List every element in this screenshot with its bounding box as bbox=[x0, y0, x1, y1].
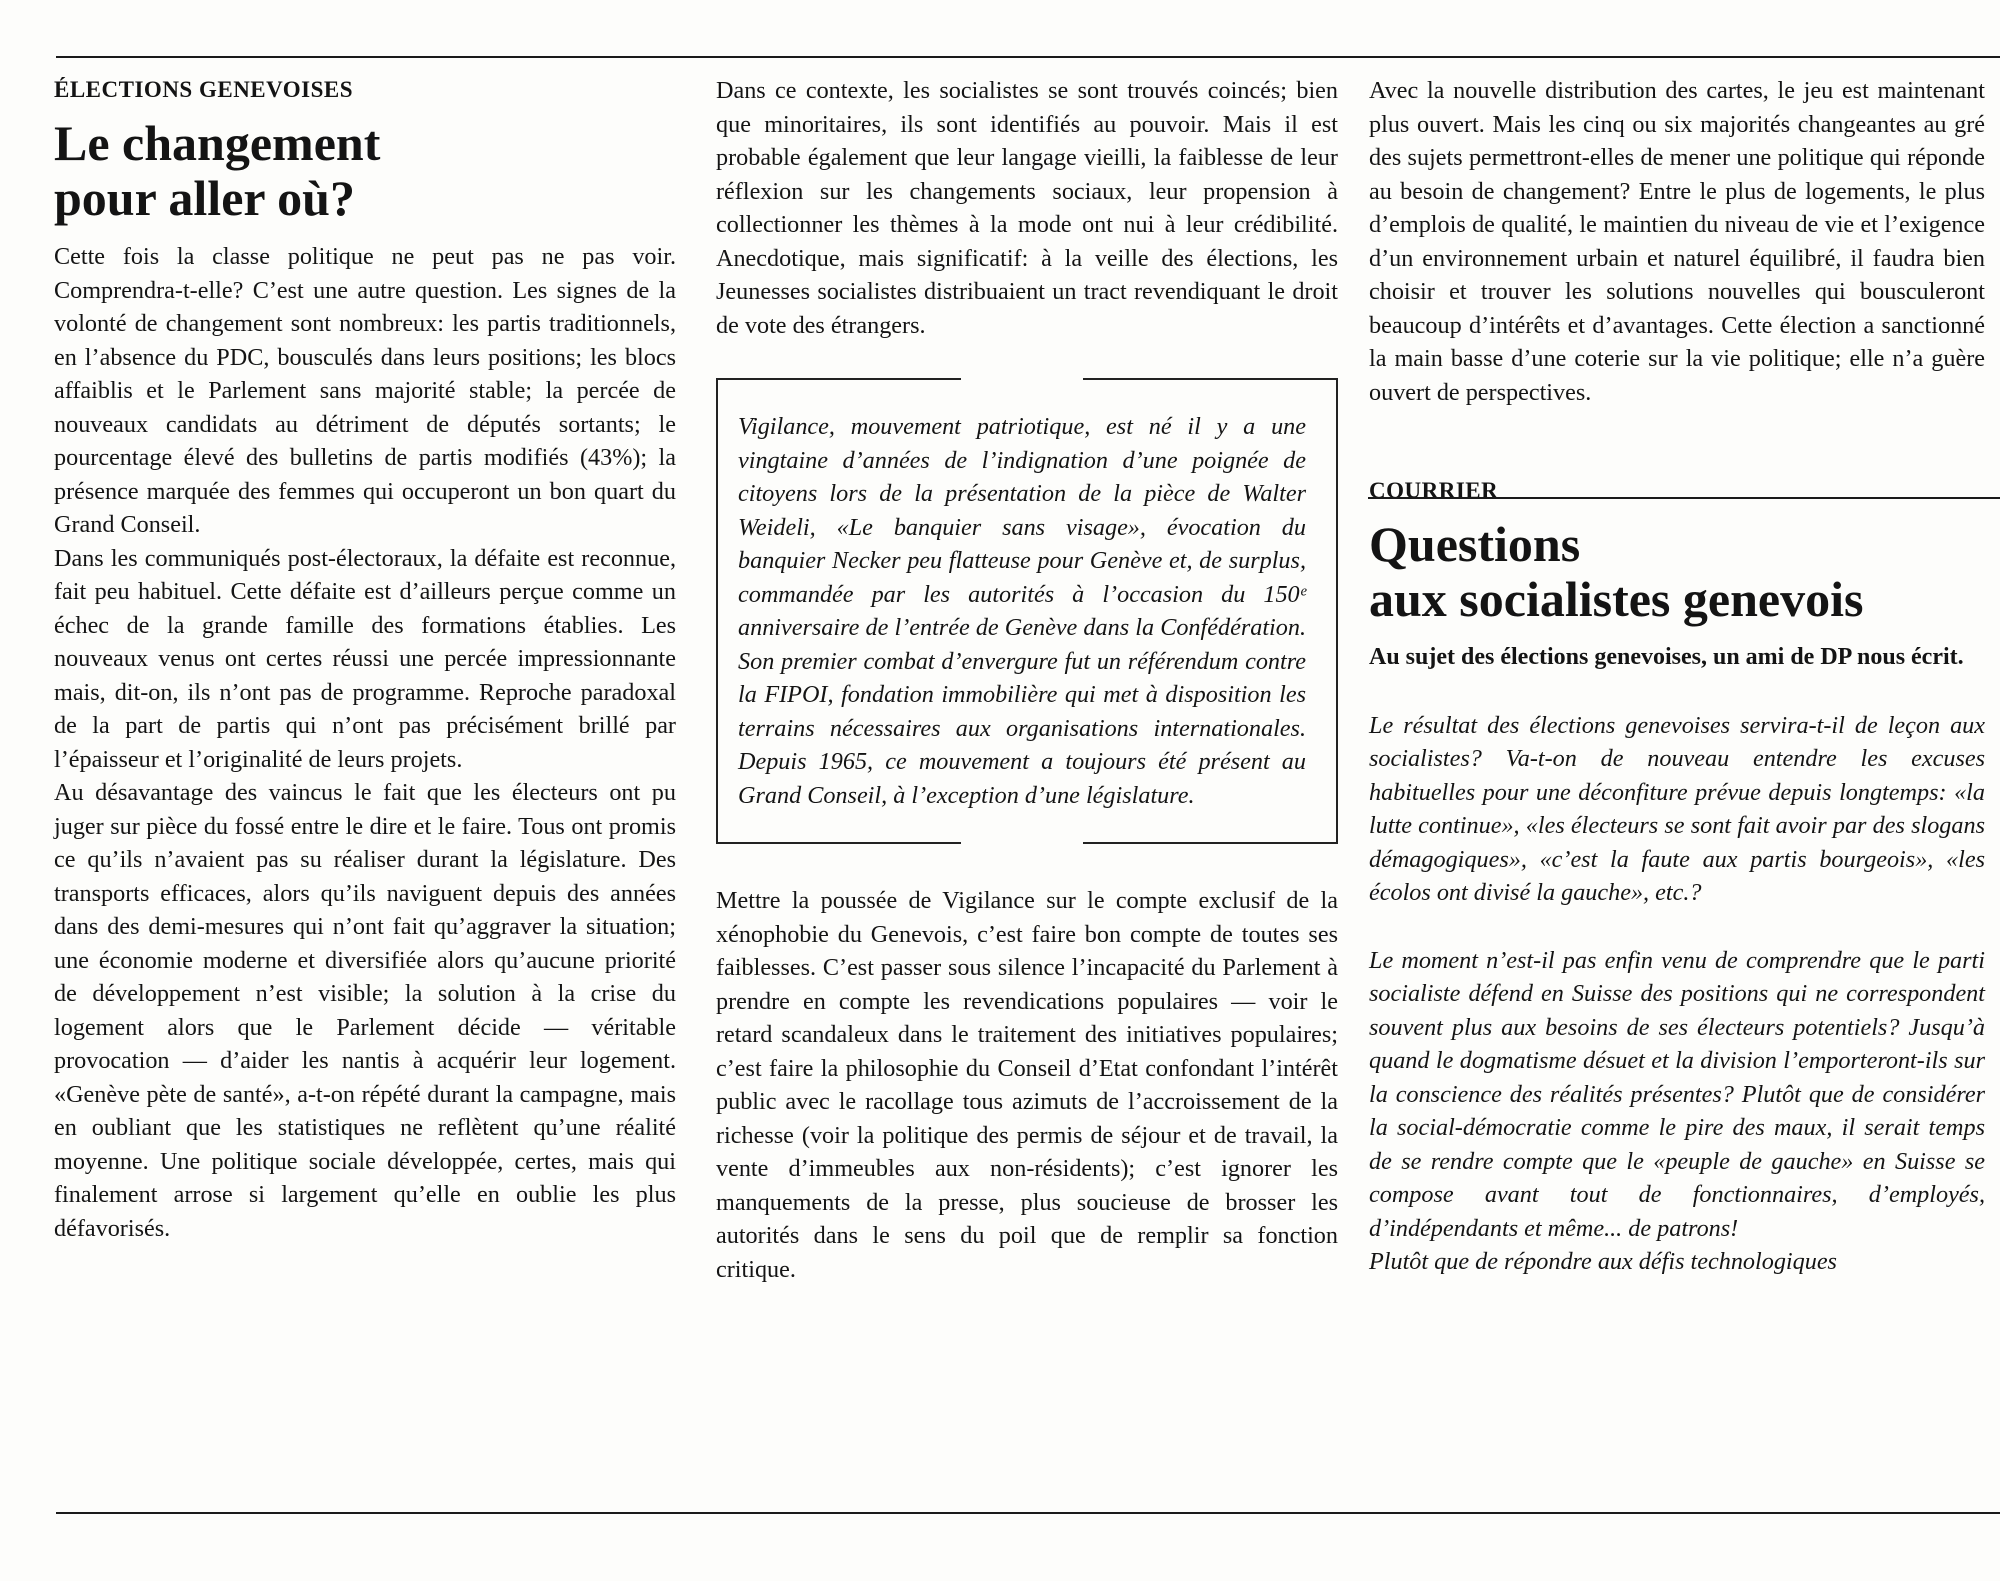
box-text: Vigilance, mouvement patriotique, est né il y a une vingtaine d’années de l’indignation d’une poignée de citoyens lors de la présentation de la pièce de Walter Weideli, «Le banquier sans visage», évocation du banquier Necker peu flatteuse pour Genève et, de surplus, commandée par les autorités à l’occasion du 150ᵉ anniversaire de l’entrée de Genève dans la Confédération. Son premier combat d’envergure fut un référendum contre la FIPOI, fondation immobilière qui met à disposition les terrains nécessaires aux organisations internationales. Depuis 1965, ce mouvement a toujours été présent au Grand Conseil, à l’exception d’une législature. bbox=[738, 413, 1306, 809]
article-headline bbox=[54, 116, 676, 226]
headline-line-2: pour aller où? bbox=[54, 170, 355, 226]
body-paragraph: Cette fois la classe politique ne peut pas ne pas voir. Comprendra-t-elle? C’est une autre question. Les signes de la volonté de changement sont nombreux: les partis traditionnels, en l’absence du PDC, bousculés dans leurs positions; les blocs affaiblis et le Parlement sans majorité stable; la percée de nouveaux candidats au détriment de députés sortants; le pourcentage élevé des bulletins de partis modifiés (43%); la présence marquée des femmes qui occuperont un bon quart du Grand Conseil. bbox=[54, 243, 676, 538]
body-paragraph: Mettre la poussée de Vigilance sur le compte exclusif de la xénophobie du Genevois, c’est faire bon compte de toutes ses faiblesses. C’est passer sous silence l’incapacité du Parlement à prendre en compte les revendications populaires — voir le retard scandaleux dans le traitement des initiatives populaires; c’est faire la philosophie du Conseil d’Etat confondant l’intérêt public avec le racollage tous azimuts de l’accroissement de la richesse (voir la politique des permis de séjour et de travail, la vente d’immeubles aux non-résidents); c’est ignorer les manquements de la presse, plus soucieuse de brosser les autorités dans le sens du poil que de remplir sa fonction critique. bbox=[716, 887, 1338, 1283]
courrier-headline bbox=[1369, 517, 1985, 627]
column-2 bbox=[716, 74, 1338, 1286]
bottom-rule bbox=[56, 1512, 2000, 1514]
body-paragraph: Dans ce contexte, les socialistes se sont trouvés coincés; bien que minoritaires, ils sont identifiés au pouvoir. Mais il est probable également que leur langage vieilli, la faiblesse de leur réflexion sur les changements sociaux, leur propension à collectionner les thèmes à la mode ont nui à leur crédibilité. Anecdotique, mais significatif: à la veille des élections, les Jeunesses socialistes distribuaient un tract revendiquant le droit de vote des étrangers. bbox=[716, 77, 1338, 339]
article-kicker: ÉLECTIONS GENEVOISES bbox=[54, 77, 354, 102]
sidebar-box-vigilance bbox=[716, 378, 1338, 844]
courrier-lede: Au sujet des élections genevoises, un ami de DP nous écrit. bbox=[1369, 644, 1964, 670]
body-paragraph: Dans les communiqués post-électoraux, la défaite est reconnue, fait peu habituel. Cette défaite est d’ailleurs perçue comme un échec de la grande famille des formations établies. Les nouveaux venus ont certes réussi une percée impressionnante mais, dit-on, ils n’ont pas de programme. Reproche paradoxal de la part de partis qui n’ont pas précisément brillé par l’épaisseur et l’originalité de leurs projets. bbox=[54, 544, 676, 773]
column-3 bbox=[1369, 74, 1985, 1279]
courrier-section bbox=[1369, 475, 1985, 1279]
headline-line-1: Le changement bbox=[54, 115, 381, 171]
top-rule bbox=[56, 56, 2000, 58]
box-frame-gap bbox=[961, 840, 1083, 846]
section-divider-rule bbox=[1368, 497, 2000, 499]
body-paragraph: Avec la nouvelle distribution des cartes, le jeu est maintenant plus ouvert. Mais les cinq ou six majorités changeantes au gré des sujets permettront-elles de mener une politique qui réponde au besoin de changement? Entre le plus de logements, le plus d’emplois de qualité, le maintien du niveau de vie et l’exigence d’un environnement urbain et naturel équilibré, il faudra bien choisir et trouver les solutions nouvelles qui bousculeront beaucoup d’intérêts et d’avantages. Cette élection a sanctionné la main basse d’une coterie sur la vie politique; elle n’a guère ouvert de perspectives. bbox=[1369, 77, 1985, 406]
letter-paragraph: Le moment n’est-il pas enfin venu de comprendre que le parti socialiste défend en Suisse des positions qui ne correspondent souvent plus aux besoins de ses électeurs potentiels? Jusqu’à quand le dogmatisme désuet et la division l’emporteront-ils sur la conscience des réalités présentes? Plutôt que de considérer la social-démocratie comme le pire des maux, il serait temps de se rendre compte que le «peuple de gauche» en Suisse se compose avant tout de fonctionnaires, d’employés, d’indépendants et même... de patrons! bbox=[1369, 946, 1985, 1242]
letter-paragraph: Le résultat des élections genevoises servira-t-il de leçon aux socialistes? Va-t-on de nouveau entendre les excuses habituelles pour une déconfiture prévue depuis longtemps: «la lutte continue», «les électeurs se sont fait avoir par des slogans démagogiques», «c’est la faute aux partis bourgeois», «les écolos ont divisé la gauche», etc.? bbox=[1369, 711, 1985, 906]
column-1 bbox=[54, 74, 676, 1245]
body-paragraph: Au désavantage des vaincus le fait que les électeurs ont pu juger sur pièce du fossé entre le dire et le faire. Tous ont promis ce qu’ils n’avaient pas su réaliser durant la législature. Des transports efficaces, alors qu’ils naviguent depuis des années dans des demi-mesures qui n’ont fait qu’aggraver la situation; une économie moderne et diversifiée alors qu’aucune priorité de développement n’est visible; la solution à la crise du logement alors que le Parlement décide — véritable provocation — d’aider les nantis à acquérir leur logement. «Genève pète de santé», a-t-on répété durant la campagne, mais en oubliant que les statistiques ne reflètent qu’une réalité moyenne. Une politique sociale développée, certes, mais qui finalement arrose si largement qu’elle en oublie les plus défavorisés. bbox=[54, 779, 676, 1242]
courrier-kicker: COURRIER bbox=[1369, 478, 1499, 503]
box-frame-gap bbox=[961, 376, 1083, 382]
headline-line-2: aux socialistes genevois bbox=[1369, 571, 1864, 627]
letter-paragraph: Plutôt que de répondre aux défis technologiques bbox=[1369, 1248, 1837, 1275]
headline-line-1: Questions bbox=[1369, 516, 1581, 572]
